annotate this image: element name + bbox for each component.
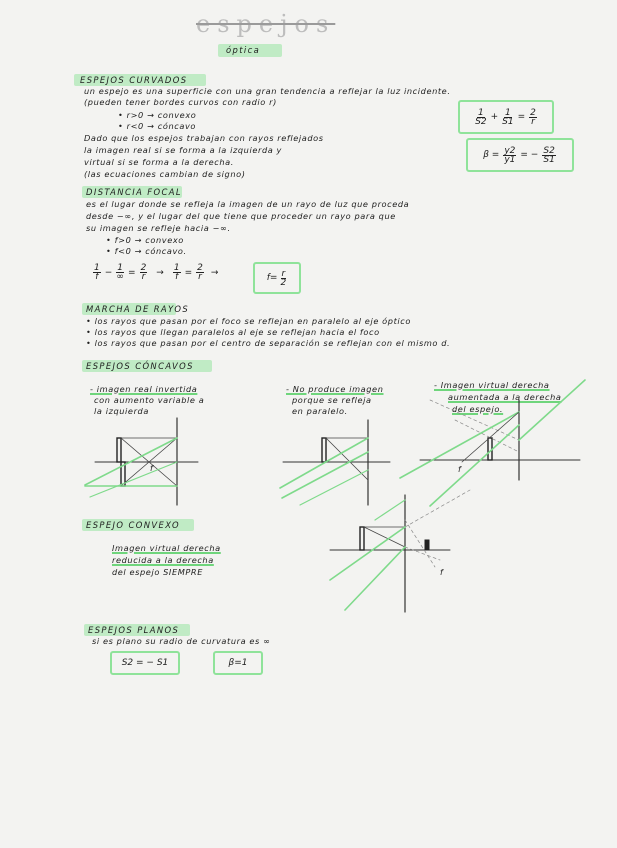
- concavo-case3-line: - Imagen virtual derecha: [434, 380, 550, 390]
- curvados-line: la imagen real si se forma a la izquierda y: [84, 145, 283, 155]
- marcha-heading: MARCHA DE RAYOS: [86, 304, 190, 314]
- concave-diagram-real-image: [85, 418, 198, 505]
- curvados-line: Dado que los espejos trabajan con rayos reflejados: [84, 133, 324, 143]
- marcha-line: • los rayos que pasan por el centro de separación se reflejan con el mismo d.: [86, 338, 451, 348]
- convex-diagram: [330, 490, 470, 612]
- magnification-equation-box: β = $\frac{y2}{y1}$ = − $\frac{S2}{S1}$: [466, 138, 574, 172]
- concave-diagram3-focus-label: f: [458, 465, 461, 474]
- concavo-case1-line: - imagen real invertida: [90, 384, 198, 394]
- marcha-line: • los rayos que pasan por el foco se reflejan en paralelo al eje óptico: [86, 316, 411, 326]
- plane-mirror-distance-box: S2 = − S1: [110, 651, 180, 675]
- concavos-heading: ESPEJOS CÓNCAVOS: [86, 361, 194, 371]
- mirror-equation-box: $\frac{1}{S2}$ + $\frac{1}{S1}$ = $\frac{2}{r}$: [458, 100, 554, 134]
- concave-diagram-no-image: [280, 420, 390, 505]
- convexo-line: del espejo SIEMPRE: [112, 567, 203, 577]
- focal-line: desde −∞, y el lugar del que tiene que proceder un rayo para que: [86, 211, 396, 221]
- focal-line: • f<0 → cóncavo.: [106, 246, 187, 256]
- curvados-line: • r<0 → cóncavo: [118, 121, 197, 131]
- focal-heading: DISTANCIA FOCAL: [86, 187, 182, 197]
- focal-line: • f>0 → convexo: [106, 235, 184, 245]
- concavo-case1-line: con aumento variable a: [94, 395, 205, 405]
- concavo-case2-line: en paralelo.: [292, 406, 348, 416]
- focal-equation: $\frac{1}{f}$ − $\frac{1}{\infty}$ = $\frac{2}{r}$ → $\frac{1}{f}$ = $\frac{2}{r}$ →: [94, 263, 219, 282]
- curvados-line: (las ecuaciones cambian de signo): [84, 169, 246, 179]
- curvados-line: • r>0 → convexo: [118, 110, 197, 120]
- convex-diagram-focus-label: f: [440, 568, 443, 577]
- curvados-line: un espejo es una superficie con una gran tendencia a reflejar la luz incidente.: [84, 86, 451, 96]
- concavo-case3-line: aumentada a la derecha: [448, 392, 562, 402]
- curvados-line: (pueden tener bordes curvos con radio r): [84, 97, 277, 107]
- concavo-case3-line: del espejo.: [452, 404, 504, 414]
- curvados-heading: ESPEJOS CURVADOS: [80, 75, 188, 85]
- page-title: espejos: [196, 10, 336, 38]
- convexo-line: reducida a la derecha: [112, 555, 214, 565]
- concave-diagram1-focus-label: f: [150, 464, 153, 473]
- curvados-line: virtual si se forma a la derecha.: [84, 157, 234, 167]
- plane-mirror-magnification-box: β=1: [213, 651, 263, 675]
- convexo-line: Imagen virtual derecha: [112, 543, 221, 553]
- convexo-heading: ESPEJO CONVEXO: [86, 520, 181, 530]
- planos-heading: ESPEJOS PLANOS: [88, 625, 180, 635]
- focal-result-box: f= $\frac{r}{2}$: [253, 262, 301, 294]
- focal-line: es el lugar donde se refleja la imagen de un rayo de luz que proceda: [86, 199, 410, 209]
- concavo-case2-line: - No produce imagen: [286, 384, 384, 394]
- planos-line: si es plano su radio de curvatura es ∞: [92, 636, 271, 646]
- concavo-case1-line: la izquierda: [94, 406, 149, 416]
- focal-line: su imagen se refleje hacia −∞.: [86, 223, 231, 233]
- page-subtitle: óptica: [226, 45, 261, 55]
- concave-diagram-virtual-image: [400, 380, 585, 506]
- marcha-line: • los rayos que llegan paralelos al eje se reflejan hacia el foco: [86, 327, 380, 337]
- concavo-case2-line: porque se refleja: [292, 395, 372, 405]
